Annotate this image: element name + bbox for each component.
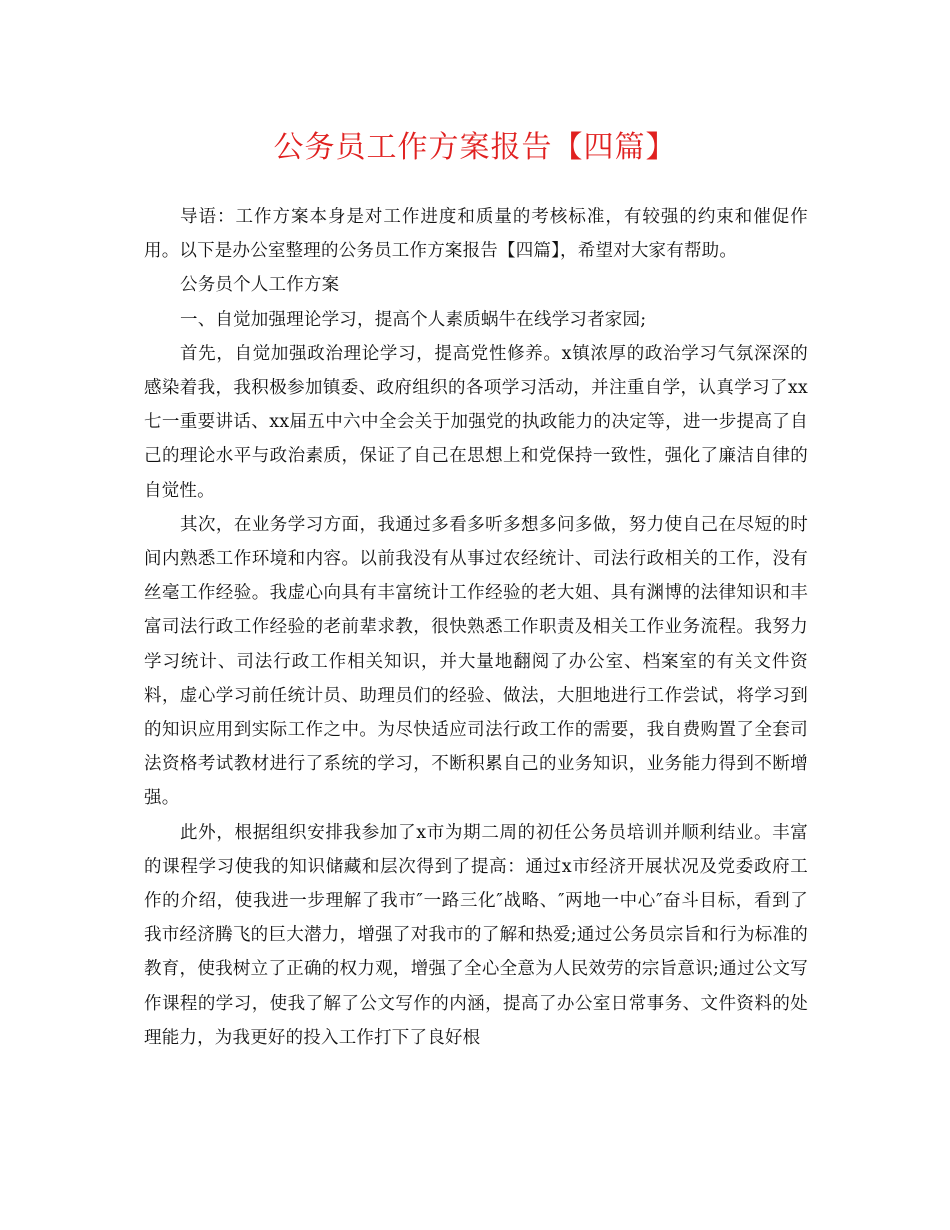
document-title: 公务员工作方案报告【四篇】 [273, 130, 677, 165]
body-paragraph: 此外，根据组织安排我参加了x市为期二周的初任公务员培训并顺利结业。丰富的课程学习使我的知识储藏和层次得到了提高：通过x市经济开展状况及党委政府工作的介绍，使我进一步理解了我市″一路三化″战略、″两地一中心″奋斗目标，看到了我市经济腾飞的巨大潜力，增强了对我市的了解和热爱;通过公务员宗旨和行为标准的教育，使我树立了正确的权力观，增强了全心全意为人民效劳的宗旨意识;通过公文写作课程的学习，使我了解了公文写作的内涵，提高了办公室日常事务、文件资料的处理能力，为我更好的投入工作打下了良好根 [144, 822, 808, 1048]
body-paragraph: 首先，自觉加强政治理论学习，提高党性修养。x镇浓厚的政治学习气氛深深的感染着我，我积极参加镇委、政府组织的各项学习活动，并注重自学，认真学习了xx七一重要讲话、xx届五中六中全会关于加强党的执政能力的决定等，进一步提高了自己的理论水平与政治素质，保证了自己在思想上和党保持一致性，强化了廉洁自律的自觉性。 [144, 343, 808, 501]
intro-paragraph: 导语：工作方案本身是对工作进度和质量的考核标准，有较强的约束和催促作用。以下是办公室整理的公务员工作方案报告【四篇】，希望对大家有帮助。 [144, 207, 808, 262]
document-body [144, 200, 808, 1055]
body-paragraph: 其次，在业务学习方面，我通过多看多听多想多问多做，努力使自己在尽短的时间内熟悉工作环境和内容。以前我没有从事过农经统计、司法行政相关的工作，没有丝毫工作经验。我虚心向具有丰富统计工作经验的老大姐、具有渊博的法律知识和丰富司法行政工作经验的老前辈求教，很快熟悉工作职责及相关工作业务流程。我努力学习统计、司法行政工作相关知识，并大量地翻阅了办公室、档案室的有关文件资料，虚心学习前任统计员、助理员们的经验、做法，大胆地进行工作尝试，将学习到的知识应用到实际工作之中。为尽快适应司法行政工作的需要，我自费购置了全套司法资格考试教材进行了系统的学习，不断积累自己的业务知识，业务能力得到不断增强。 [144, 514, 808, 809]
section-heading: 公务员个人工作方案 [180, 275, 340, 296]
subsection-heading: 一、自觉加强理论学习，提高个人素质蜗牛在线学习者家园; [180, 309, 647, 330]
